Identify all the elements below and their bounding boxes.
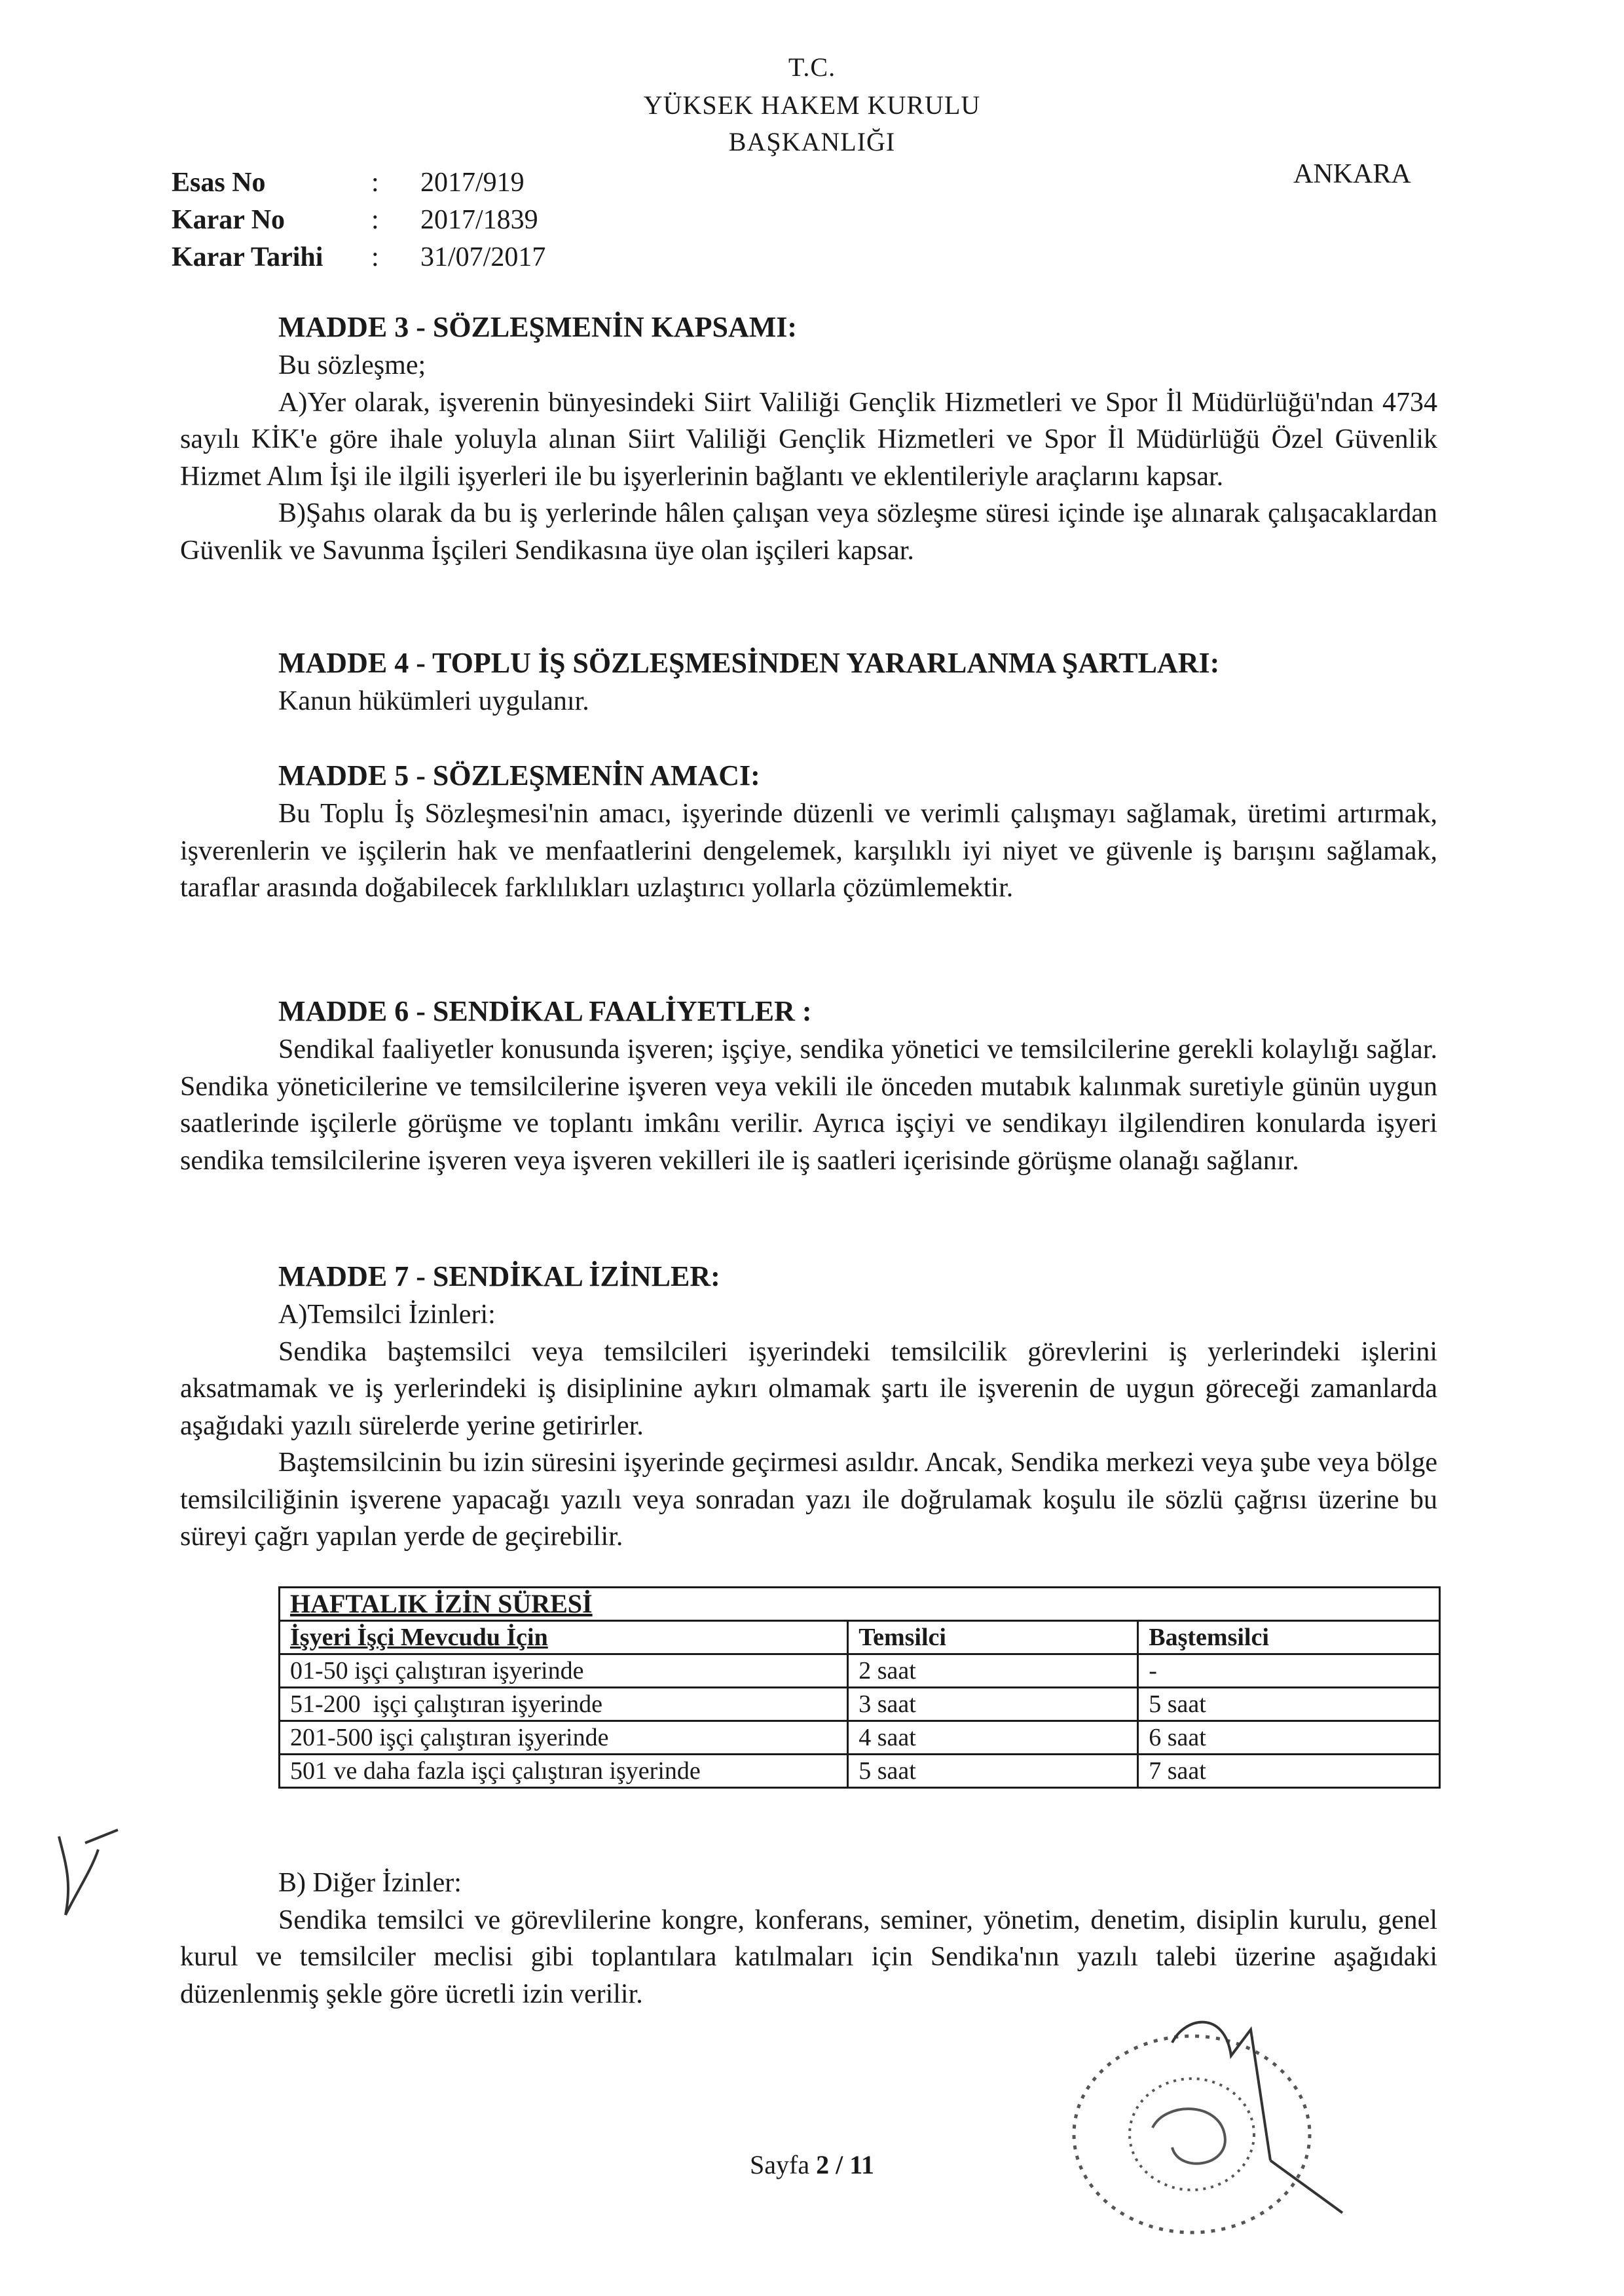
madde3-intro: Bu sözleşme; <box>278 350 426 380</box>
izin-table <box>278 1586 1441 1789</box>
page-footer <box>0 2149 1624 2180</box>
table-cell: 01-50 işçi çalıştıran işyerinde <box>280 1654 848 1688</box>
table-header: Baştemsilci <box>1138 1621 1440 1654</box>
table-cell: 6 saat <box>1138 1721 1440 1755</box>
page-number: 2 / 11 <box>816 2150 874 2179</box>
madde5-text: Bu Toplu İş Sözleşmesi'nin amacı, işyerinde düzenli ve verimli çalışmayı sağlamak, üretimi artırmak, işverenlerin ve işçilerin hak ve menfaatlerini dengelemek, karşılıklı iyi niyet ve güvenle iş barışını sağlamak, taraflar arasında doğabilecek farklılıkları uzlaştırıcı yollarla çözümlemektir. <box>180 799 1437 903</box>
madde3-b: B)Şahıs olarak da bu iş yerlerinde hâlen çalışan veya sözleşme süresi içinde işe alınarak çalışacaklardan Güvenlik ve Savunma İşçileri Sendikasına üye olan işçileri kapsar. <box>180 498 1437 566</box>
table-header: Temsilci <box>848 1621 1138 1654</box>
esas-sep: : <box>371 168 379 198</box>
table-cell: 5 saat <box>1138 1688 1440 1721</box>
table-cell: - <box>1138 1654 1440 1688</box>
madde7-title: MADDE 7 - SENDİKAL İZİNLER: <box>278 1260 720 1292</box>
madde3-title: MADDE 3 - SÖZLEŞMENİN KAPSAMI: <box>278 311 798 343</box>
karar-sep: : <box>371 205 379 235</box>
table-cell: 201-500 işçi çalıştıran işyerinde <box>280 1721 848 1755</box>
table-header-row <box>280 1621 1440 1654</box>
madde7-p1: Sendika baştemsilci veya temsilcileri işyerindeki temsilcilik görevlerini iş yerlerindeki işlerini aksatmamak ve iş yerlerindeki iş disiplinine aykırı olmamak şartı ile işverenin de uygun göreceği zamanlarda aşağıdaki yazılı sürelerde yerine getirirler. <box>180 1336 1437 1441</box>
table-header <box>280 1621 848 1654</box>
table-cell: 501 ve daha fazla işçi çalıştıran işyerinde <box>280 1755 848 1788</box>
madde5-title: MADDE 5 - SÖZLEŞMENİN AMACI: <box>278 759 760 792</box>
madde7-p2: Baştemsilcinin bu izin süresini işyerinde geçirmesi asıldır. Ancak, Sendika merkezi veya şube veya bölge temsilciliğinin işverene yapacağı yazılı veya sonradan yazı ile doğrulamak koşulu ile sözlü çağrısı üzerine bu süreyi çağrı yapılan yerde de geçirebilir. <box>180 1448 1437 1552</box>
madde3-a: A)Yer olarak, işverenin bünyesindeki Siirt Valiliği Gençlik Hizmetleri ve Spor İl Müdürlüğü'ndan 4734 sayılı KİK'e göre ihale yoluyla alınan Siirt Valiliği Gençlik Hizmetleri ve Spor İl Müdürlüğü Özel Güvenlik Hizmet Alım İşi ile ilgili işyerleri ile bu işyerlerinin bağlantı ve eklentileriyle araçlarını kapsar. <box>180 387 1437 492</box>
esas-label: Esas No <box>172 168 266 198</box>
table-row <box>280 1721 1440 1755</box>
table-cell: 4 saat <box>848 1721 1138 1755</box>
table-caption <box>280 1588 1440 1621</box>
stamp-seal <box>1054 2003 1349 2239</box>
table-header-text: İşyeri İşçi Mevcudu İçin <box>290 1624 548 1651</box>
table-cell: 2 saat <box>848 1654 1138 1688</box>
table-row <box>280 1688 1440 1721</box>
madde4-text: Kanun hükümleri uygulanır. <box>278 686 589 716</box>
table-cell: 5 saat <box>848 1755 1138 1788</box>
page-prefix: Sayfa <box>750 2150 817 2179</box>
madde6-title: MADDE 6 - SENDİKAL FAALİYETLER : <box>278 995 812 1027</box>
madde6-section <box>180 992 1437 1179</box>
madde6-text: Sendikal faaliyetler konusunda işveren; işçiye, sendika yönetici ve temsilcilerine gerekli kolaylığı sağlar. Sendika yöneticilerine ve temsilcilerine işveren veya vekili ile önceden mutabık kalınmak suretiyle günün uygun saatlerinde işçilerle görüşme ve toplantı imkânı verilir. Ayrıca işçiyi ve sendikayı ilgilendiren konularda işyeri sendika temsilcilerine işveren veya işveren vekilleri ile iş saatleri içerisinde görüşme olanağı sağlanır. <box>180 1034 1437 1176</box>
header-tc: T.C. <box>788 52 836 82</box>
esas-row <box>172 162 525 203</box>
table-cell: 51-200 işçi çalıştıran işyerinde <box>280 1688 848 1721</box>
madde7-p3: Sendika temsilci ve görevlilerine kongre, konferans, seminer, yönetim, denetim, disiplin kurulu, genel kurul ve temsilciler meclisi gibi toplantılara katılmaları için Sendika'nın yazılı talebi üzerine aşağıdaki düzenlenmiş şekle göre ücretli izin verilir. <box>180 1904 1437 2009</box>
madde5-section <box>180 756 1437 907</box>
table-cell: 7 saat <box>1138 1755 1440 1788</box>
madde3-section <box>180 308 1437 569</box>
table-caption-row <box>280 1588 1440 1621</box>
karar-row <box>172 200 538 240</box>
table-cell: 3 saat <box>848 1688 1138 1721</box>
header-institution: YÜKSEK HAKEM KURULU <box>643 90 981 120</box>
table-caption-text: HAFTALIK İZİN SÜRESİ <box>290 1589 593 1618</box>
tarih-row <box>172 237 545 278</box>
table-row <box>280 1755 1440 1788</box>
signature-mark <box>46 1823 124 1922</box>
tarih-sep: : <box>371 242 379 272</box>
table-row <box>280 1654 1440 1688</box>
madde4-title: MADDE 4 - TOPLU İŞ SÖZLEŞMESİNDEN YARARLANMA ŞARTLARI: <box>278 647 1220 679</box>
madde7-a-title: A)Temsilci İzinleri: <box>278 1300 496 1330</box>
madde7-b-title: B) Diğer İzinler: <box>278 1868 462 1898</box>
madde4-section <box>180 644 1437 720</box>
madde7-b-section <box>180 1865 1437 2013</box>
tarih-value: 31/07/2017 <box>420 242 546 272</box>
madde7-section <box>180 1257 1437 1556</box>
karar-label: Karar No <box>172 205 286 235</box>
esas-value: 2017/919 <box>420 168 525 198</box>
karar-value: 2017/1839 <box>420 205 538 235</box>
header-department: BAŞKANLIĞI <box>728 127 896 156</box>
tarih-label: Karar Tarihi <box>172 242 323 272</box>
city-label: ANKARA <box>1293 159 1411 189</box>
